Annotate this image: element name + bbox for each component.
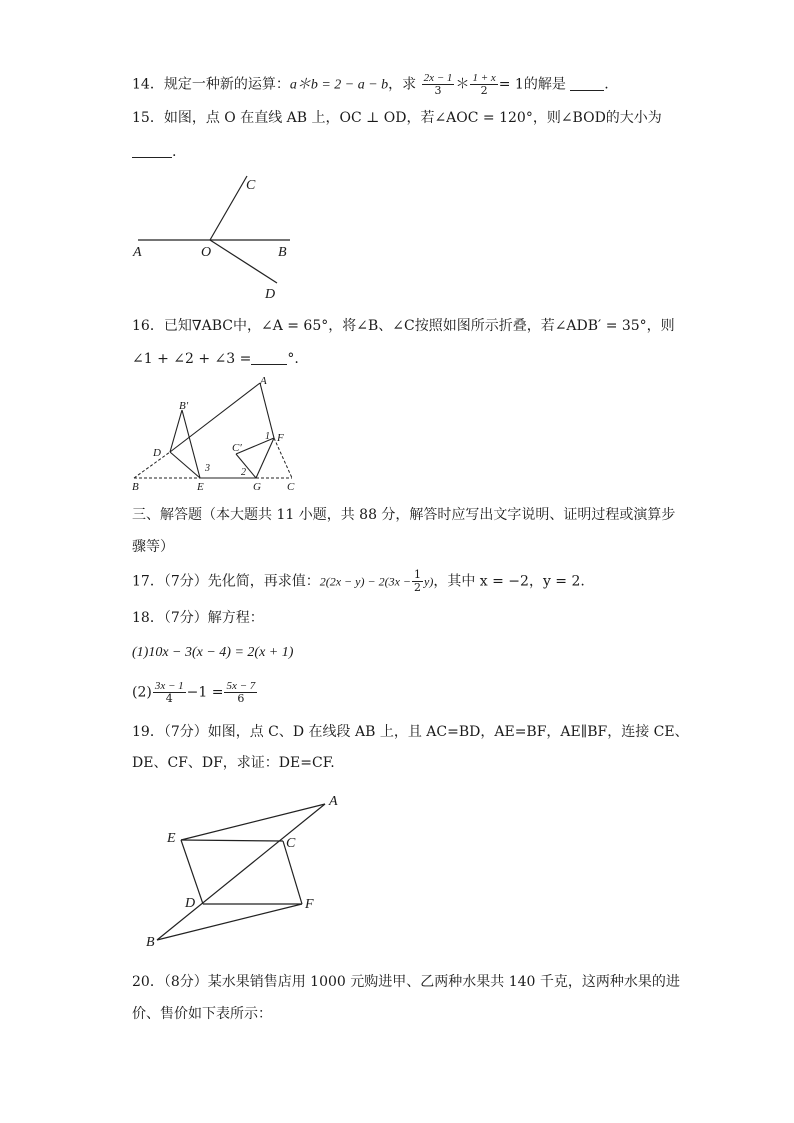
question-16-line-2: ∠1 + ∠2 + ∠3 = °.: [132, 351, 299, 367]
label-C: C: [246, 178, 256, 193]
section-3-heading-line-2: 骤等）: [132, 539, 174, 555]
question-17: 17．（7分）先化简，再求值：2(2x − y) − 2(3x − $\frac{1}{2}$ y)，其中 x = −2，y = 2.: [132, 568, 585, 594]
label-A: A: [133, 245, 142, 260]
question-18-part-1: (1)10x − 3(x − 4) = 2(x + 1): [132, 645, 294, 660]
label-D: D: [153, 447, 161, 459]
question-18: 18．（7分）解方程：: [132, 610, 264, 626]
q14-ask: ，求: [388, 76, 417, 93]
label-C-prime: C′: [232, 442, 242, 454]
question-19-line-2: DE、CF、DF，求证：DE=CF.: [132, 755, 335, 771]
label-F: F: [277, 432, 284, 444]
label-G: G: [253, 481, 261, 493]
segment-ED: [181, 840, 203, 904]
label-A: A: [260, 375, 267, 387]
question-15-blank-line: .: [132, 143, 176, 161]
label-3: 3: [205, 463, 210, 474]
q18-fraction-2: $\frac{5x - 7}{6}$: [226, 680, 256, 705]
label-E: E: [167, 831, 176, 846]
q17-fraction: $\frac{1}{2}$: [414, 568, 421, 594]
label-A: A: [329, 794, 338, 809]
q14-rule: a＊b = 2 − a − b: [289, 77, 389, 93]
label-D: D: [265, 287, 276, 302]
q14-eq: = 1的解是: [498, 76, 566, 93]
question-19: 19．（7分）如图，点 C、D 在线段 AB 上，且 AC=BD，AE=BF，AE∥BF，连接 CE、: [132, 724, 689, 740]
label-D: D: [185, 896, 196, 911]
question-18-part-2: (2) $\frac{3x - 1}{4}$ −1 = $\frac{5x - 7}{6}$: [132, 680, 256, 705]
label-C: C: [286, 836, 296, 851]
question-16: 16．已知∇ABC中，∠A = 65°，将∠B、∠C按照如图所示折叠，若∠ADB′ = 35°，则: [132, 318, 675, 334]
label-1: 1: [265, 431, 270, 442]
label-2: 2: [241, 467, 246, 478]
q14-star: ＊: [455, 76, 470, 93]
label-E: E: [197, 481, 204, 493]
label-B: B: [132, 481, 139, 493]
label-B: B: [146, 935, 155, 950]
q18-fraction-1: $\frac{3x - 1}{4}$: [154, 680, 184, 705]
q14-fraction-2: $\frac{1 + x}{2}$: [472, 72, 496, 97]
label-B: B: [278, 245, 287, 260]
label-B-prime: B′: [179, 400, 189, 412]
label-F: F: [305, 897, 314, 912]
question-20: 20．（8分）某水果销售店用 1000 元购进甲、乙两种水果共 140 千克，这两种水果的进: [132, 974, 680, 990]
q14-fraction-1: $\frac{2x - 1}{3}$: [423, 72, 453, 97]
question-20-line-2: 价、售价如下表所示：: [132, 1006, 272, 1022]
segment-EC: [181, 840, 283, 841]
question-15: 15．如图，点 O 在直线 AB 上，OC ⊥ OD，若∠AOC = 120°，则∠BOD的大小为: [132, 110, 662, 126]
section-3-heading: 三、解答题（本大题共 11 小题，共 88 分，解答时应写出文字说明、证明过程或演算步: [132, 507, 676, 523]
label-O: O: [201, 245, 212, 260]
q14-end: .: [604, 76, 609, 93]
q17-expression: 2(2x − y) − 2(3x −: [319, 574, 411, 589]
label-C: C: [287, 481, 295, 493]
q14-prefix: 14．规定一种新的运算：: [132, 76, 290, 93]
